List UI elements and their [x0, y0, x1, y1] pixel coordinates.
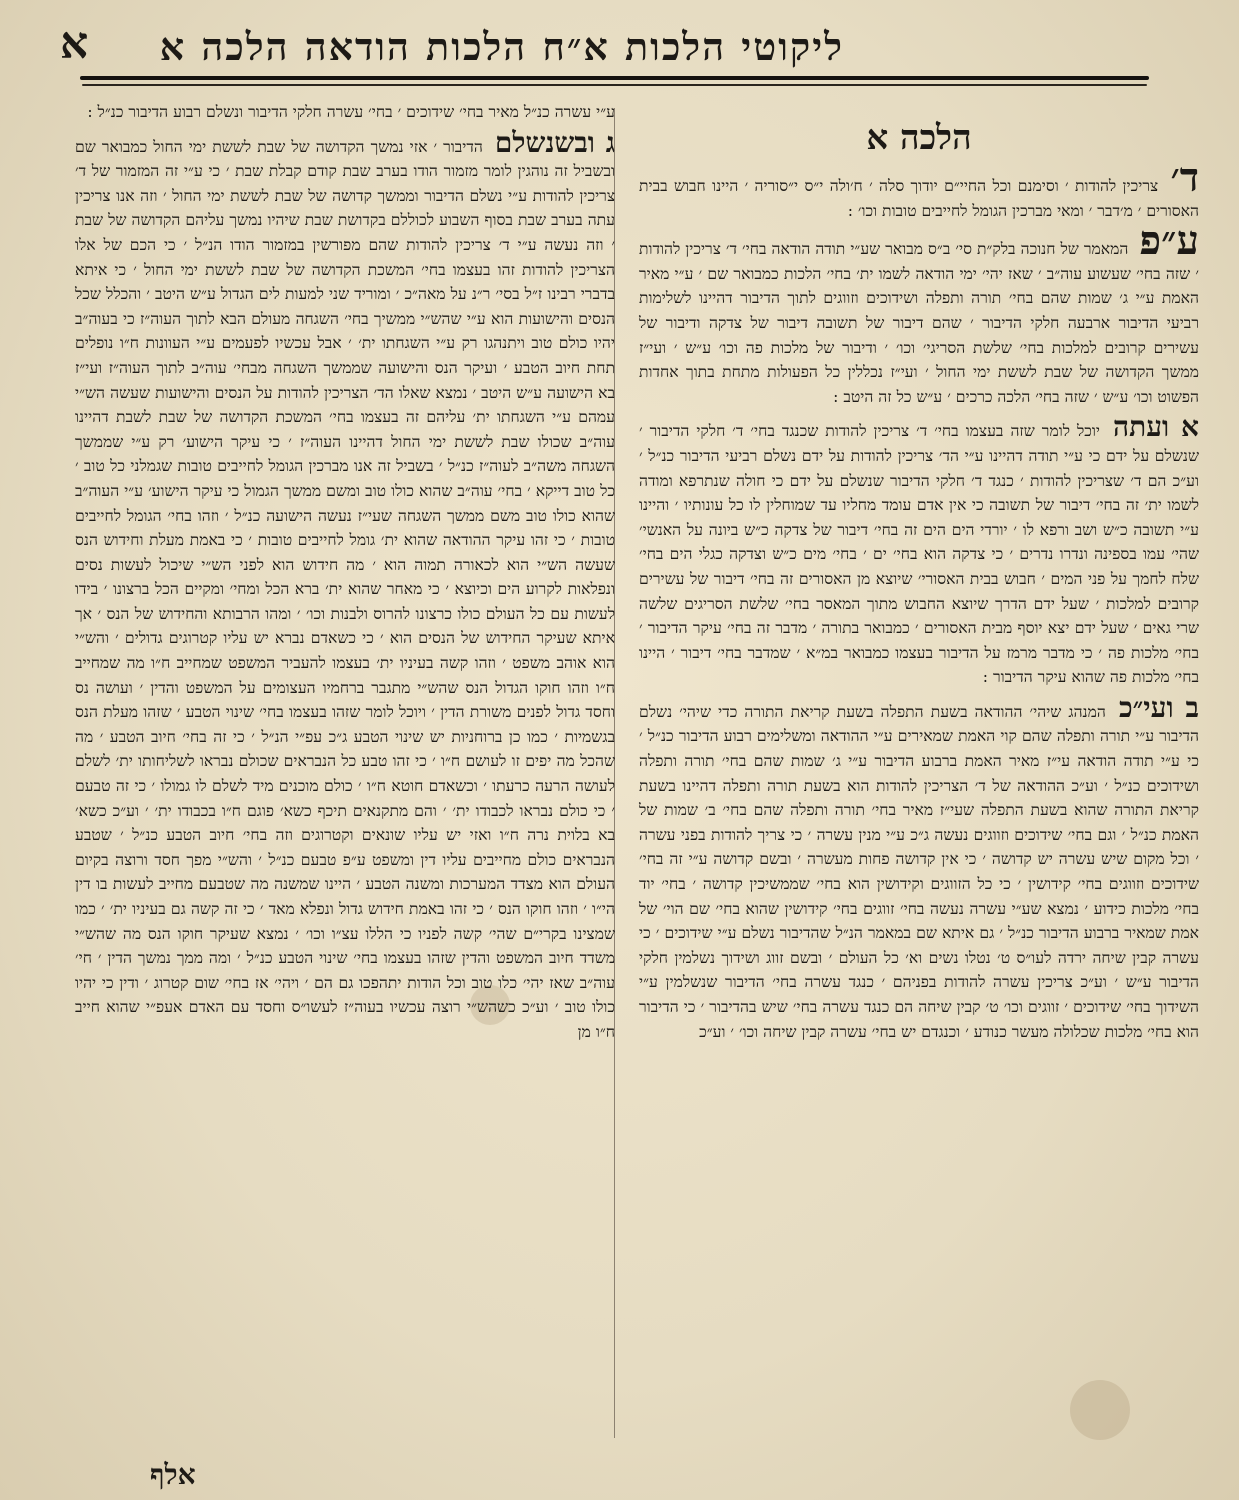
dibbur-hamatchil: ע״פ	[1139, 217, 1199, 265]
paragraph	[639, 690, 1199, 1044]
stain	[1070, 1380, 1130, 1440]
running-title: ליקוטי הלכות א״ח הלכות הודאה הלכה א	[159, 24, 844, 69]
dibbur-hamatchil: ד׳	[1170, 154, 1199, 201]
paragraph	[639, 410, 1200, 690]
page-letter: א	[60, 18, 89, 69]
paragraph-text: צריכין להודות ׳ וסימנם וכל החיי״ם יודוך סלה ׳ ח׳ולה י״ס י״סוריה ׳ היינו חבוש בבית האסורים ׳ מ׳דבר ׳ ומאי מברכין הגומל לחייבים טובות וכו׳ :	[639, 177, 1199, 220]
continuation-text: ע״י עשרה כנ״ל מאיר בחי׳ שידוכים ׳ בחי׳ עשרה חלקי הדיבור ונשלם רבוע הדיבור כנ״ל :	[87, 103, 615, 121]
dibbur-hamatchil: ב ועי״כ	[1118, 690, 1199, 724]
header-rule-thin	[82, 84, 1147, 86]
paragraph-text: המאמר של חנוכה בלק״ת סי׳ ב״ס מבואר שע״י תודה הודאה בחי׳ ד׳ צריכין להודות ׳ שזה בחי׳ שעשוע עוה״ב ׳ שאז יהי׳ ימי הודאה לשמו ית׳ בחי׳ הלכות כמבואר שם ׳ ע״י מאיר האמת ע״י ג׳ שמות שהם בחי׳ תורה ותפלה ושידוכים וזווגים לתוך הדיבור דהיינו לשלימות רביעי הדיבור ארבעה חלקי הדיבור ׳ שהם דיבור של תשובה דיבור של צדקה ודיבור של עשירים קרובים למלכות בחי׳ שלשת הסריגי׳ וכו׳ ׳ ודיבור של מלכות פה וכו׳ ע״ש ׳ ועי״ז ממשך הקדושה של שבת לששת ימי החול ׳ ועי״ז נכללין כל הפעולות מתחת בתוך אחדות הפשוט וכו׳ ע״ש ׳ שזה בחי׳ הלכה כרכים ׳ ע״ש כל זה היטב :	[639, 240, 1199, 406]
left-column	[75, 100, 615, 1051]
intro-paragraph	[639, 154, 1199, 223]
paragraph-text: המנהג שיהי׳ ההודאה בשעת התפלה בשעת קריאת התורה כדי שיהי׳ נשלם הדיבור ע״י תורה ותפלה שהם קוי האמת שמאירים ע״י ההודאה ומשלימים רבוע הדיבור כנ״ל ׳ כי ע״י תודה הודאה עי״ז מאיר האמת ברבוע הדיבור ע״י ג׳ שמות שהם בחי׳ תורה ותפלה ושידוכים כנ״ל ׳ וע״כ ההודאה של ד׳ הצריכין להודות הוא בשעת תורה ותפלה דהיינו בשעת קריאת התורה שהוא בשעת התפלה שעי״ז מאיר בחי׳ תורה ותפלה שהם בחי׳ ב׳ שמות של האמת כנ״ל ׳ וגם בחי׳ שידוכים וזווגים נעשה ג״כ ע״י מנין עשרה ׳ כי צריך להודות בפני עשרה ׳ וכל מקום שיש עשרה יש קדושה ׳ כי אין קדושה פחות מעשרה ׳ ובשם קדושה ע״י זה בחי׳ שידוכים וזווגים בחי׳ קידושין ׳ כי כל הזווגים וקידושין הוא בחי׳ שממשיכין קדושה ׳ בחי׳ יוד בחי׳ מלכות כידוע ׳ נמצא שע״י עשרה נעשה בחי׳ זווגים בחי׳ קידושין שהוא בחי׳ שם הוי׳ של אמת שמאיר ברבוע הדיבור כנ״ל ׳ גם איתא שם במאמר הנ״ל שהדיבור נשלם ע״י שידוכים ׳ כי עשרה קבין שיחה ירדה לעו״ס ט׳ נטלו נשים וא׳ כל העולם ׳ ובשם זווג ושידוך נשלמין חלקי הדיבור ע״ש ׳ וע״כ צריכין עשרה להודות בפניהם ׳ כנגד עשרה בחי׳ הדיבור שנשלמין ע״י השידוך בחי׳ שידוכים ׳ זווגים וכו׳ ט׳ קבין שיחה הם כנגד עשרה בחי׳ שיש בהדיבור ׳ כי הדיבור הוא בחי׳ מלכות שכלולה מעשר כנודע ׳ וכנגדם יש בחי׳ עשרה קבין שיחה וכו׳ ׳ וע״כ	[639, 702, 1199, 1041]
section-heading: הלכה א	[866, 118, 972, 158]
paragraph	[75, 125, 615, 1045]
paragraph-text: הדיבור ׳ אזי נמשך הקדושה של שבת לששת ימי החול כמבואר שם ובשביל זה נוהגין לומר מזמור הודו בערב שבת קודם קבלת שבת ׳ כי ע״י זה המזמור של ד׳ צריכין להודות ע״י נשלם הדיבור וממשך קדושה של שבת לששת ימי החול ׳ וזה אנו צריכין עתה בערב שבת בסוף השבוע לכוללם בקדושת שבת שיהיו נמשך עליהם הקדושה של שבת ׳ וזה נעשה ע״י ד׳ צריכין להודות שהם מפורשין במזמור הודו הנ״ל ׳ כי הכם של אלו הצריכין להודות זהו בעצמו בחי׳ המשכת הקדושה של שבת לששת ימי החול ׳ כי איתא בדברי רבינו ז״ל בסי׳ ר״נ על מאה״כ ׳ ומוריד שני למעות לים הגדול ע״ש היטב ׳ והכלל שכל הנסים והישועות הוא ע״י שהש״י ממשיך בחי׳ השגחה מעולם הבא לתוך העוה״ז כי בעוה״ב יהיו כולם טוב ויתנהגו רק ע״י השגחתו ית׳ ׳ אבל עכשיו לפעמים ע״י העוונות ח״ו נופלים תחת חיוב הטבע ׳ ועיקר הנס והישועה שממשך השגחה מבחי׳ עוה״ב לתוך העוה״ז ועי״ז בא הישועה ע״ש היטב ׳ נמצא שאלו הד׳ הצריכין להודות על הנסים והישועות שעשה הש״י עמהם ע״י השגחתו ית׳ עליהם זה בעצמו בחי׳ המשכת הקדושה של שבת לשבת דהיינו עוה״ב שכולו שבת לששת ימי החול דהיינו העוה״ז ׳ כי עיקר הישוע׳ רק ע״י שממשך השגחה משה״ב לעוה״ז כנ״ל ׳ בשביל זה אנו מברכין הגומל לחייבים טובות שגמלני כל טוב ׳ כל טוב דייקא ׳ בחי׳ עוה״ב שהוא כולו טוב ומשם ממשך הגמול כי עיקר הישוע׳ ע״י העוה״ב שהוא כולו טוב משם ממשך השגחה שעי״ז נעשה הישועה כנ״ל ׳ וזהו בחי׳ הגומל לחייבים טובות ׳ כי זהו עיקר ההודאה שהוא ית׳ גומל לחייבים טובות ׳ כי באמת מעלת וחידוש הנס שעשה הש״י הוא לכאורה תמוה הוא ׳ מה חידוש הוא לפני הש״י שיכול לעשות נסים ונפלאות לקרוע הים וכיוצא ׳ כי מאחר שהוא ית׳ ברא הכל ומחי׳ ומקיים הכל ברצונו ׳ בידו לעשות עם כל העולם כולו כרצונו להרוס ולבנות וכו׳ ׳ ומהו הרבותא והחידוש של הנס ׳ אך איתא שעיקר החידוש של הנסים הוא ׳ כי כשאדם נברא יש עליו קטרוגים גדולים ׳ והש״י הוא אוהב משפט ׳ וזהו קשה בעיניו ית׳ בעצמו להעביר המשפט שמחייב ח״ו מה שמחייב ח״ו וזהו חוקו הגדול הנס שהש״י מתגבר ברחמיו העצומים על המשפט והדין ׳ ועושה נס וחסד גדול לפנים משורת הדין ׳ ויוכל לומר שזהו בעצמו בחי׳ שינוי הטבע ׳ שזהו מעלת הנס בגשמיות ׳ כמו כן ברוחניות יש שינוי הטבע ג״כ עפ״י הנ״ל ׳ כי זה בחי׳ חיוב הטבע ׳ מה שהכל מה יפים זו לעושם ח״ו ׳ כי זהו טבע כל הנבראים שכולם נבראו לשליחותו ית׳ לשלם לעושה הרעה כרעתו ׳ וכשאדם חוטא ח״ו ׳ כולם מוכנים מיד לשלם לו גמולו ׳ כי זה טבעם ׳ כי כולם נבראו לכבודו ית׳ ׳ והם מתקנאים תיכף כשא׳ פוגם ח״ו בכבודו ית׳ ׳ וע״כ כשא׳ בא בלוית נרה ח״ו ואזי יש עליו שונאים וקטרוגים וזה בחי׳ חיוב הטבע כנ״ל ׳ שטבע הנבראים כולם מחייבים עליו דין ומשפט ע״פ טבעם כנ״ל ׳ והש״י מפך חסד ורוצה בקיום העולם הוא מצדד המערכות ומשנה הטבע ׳ היינו שמשנה מה שטבעם מחייב לעשות בו דין הי״ו ׳ וזהו חוקו הנס ׳ כי זהו באמת חידוש גדול ונפלא מאד ׳ כי זה קשה גם בעיניו ית׳ ׳ כמו שמצינו בקרי״ם שהי׳ קשה לפניו כי הללו עצ״ו וכו׳ ׳ נמצא שעיקר חוקו הנס מה שהש״י משדד חיוב המשפט והדין שזהו בעצמו בחי׳ שינוי הטבע כנ״ל ׳ ומה ממך נמשך הדין ׳ חי׳ עוה״ב שאז יהי׳ כלו טוב וכל הודות יתהפכו גם הם ׳ ויהי׳ אז בחי׳ שום קטרוג ׳ ודין כי יהיו כולו טוב ׳ וע״כ כשהש״י רוצה עכשיו בעוה״ז לעשו״ס וחסד עם האדם אעפ״י שהוא חייב ח״ו מן	[75, 137, 615, 1041]
dibbur-hamatchil: א ועתה	[1113, 410, 1200, 444]
running-header	[60, 10, 1179, 72]
paragraph-text: יוכל לומר שזה בעצמו בחי׳ ד׳ צריכין להודות שכנגד בחי׳ ד׳ חלקי הדיבור ׳ שנשלם על ידם כי ע״י תודה דהיינו ע״י הד׳ צריכין להודות על ידם נשלם רביעי הדיבור כנ״ל ׳ וע״כ הם ד׳ שצריכין להודות ׳ כנגד ד׳ חלקי הדיבור שנשלם על ידם כי חולה שנתרפא ומודה לשמו ית׳ זה בחי׳ דיבור של תשובה כי אין אדם עומד מחליו עד שמוחלין לו כל עונותיו ׳ והיינו ע״י תשובה כ״ש ושב ורפא לו ׳ יורדי הים הים זה בחי׳ דיבור של צדקה כ״ש ביונה על האנשי׳ שהי׳ עמו בספינה ונדרו נדרים ׳ כי צדקה הוא בחי׳ ים ׳ בחי׳ מים כ״ש וצדקה כגלי הים בחי׳ שלח לחמך על פני המים ׳ חבוש בבית האסורי׳ שיוצא מן האסורים זה בחי׳ דיבור של עשירים קרובים למלכות ׳ שעל ידם הדרך שיוצא החבוש מתוך המאסר בחי׳ שלשת הסריגים שלשה שרי גאים ׳ שעל ידם יצא יוסף מבית האסורים ׳ כמבואר בתורה ׳ מדבר זה בחי׳ עיקר הדיבור ׳ בחי׳ מלכות פה ׳ כי מדבר מרמז על הדיבור בעצמו כמבואר במ״א ׳ שמדבר בחי׳ דיבור ׳ היינו בחי׳ מלכות פה שהוא עיקר הדיבור :	[639, 422, 1199, 687]
paragraph	[639, 217, 1199, 409]
header-rule	[80, 76, 1149, 80]
catchword: אלף	[150, 1458, 196, 1491]
right-column	[639, 100, 1199, 1050]
dibbur-hamatchil: ג ובשנשלם	[494, 125, 615, 159]
